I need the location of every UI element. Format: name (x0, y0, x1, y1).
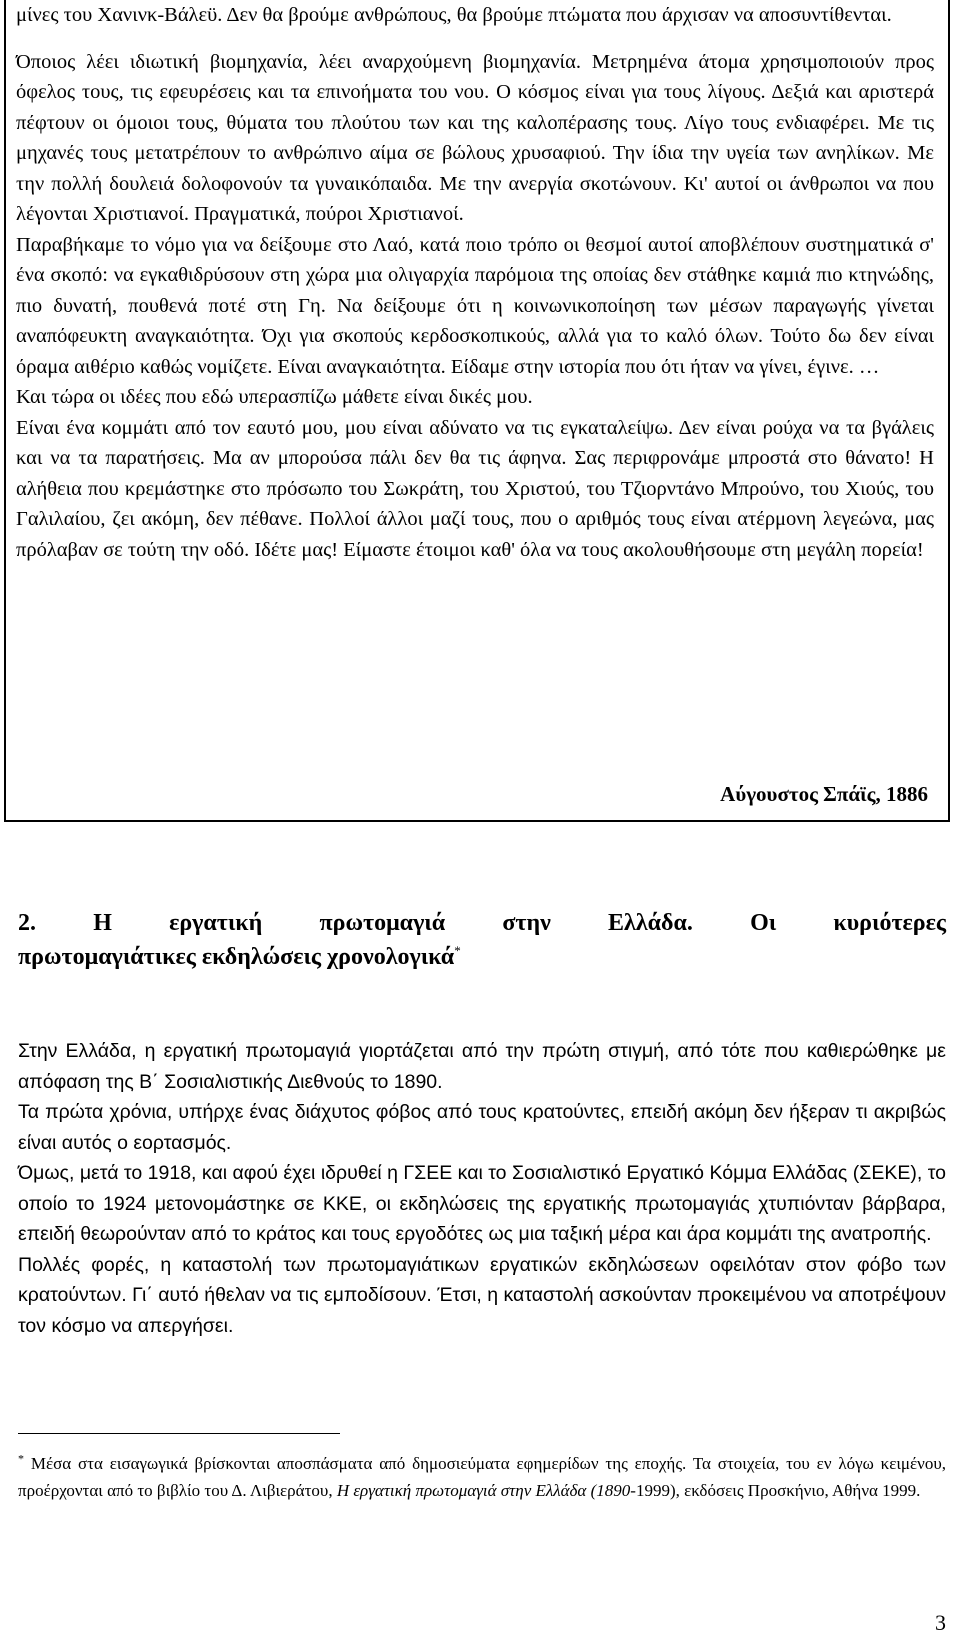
quote-paragraph: Και τώρα οι ιδέες που εδώ υπερασπίζω μάθετε είναι δικές μου. (16, 386, 533, 408)
footnote-book-title: Η εργατική πρωτομαγιά στην Ελλάδα (1890 (336, 1481, 631, 1500)
footnote-divider (18, 1433, 340, 1434)
section-body (18, 1036, 946, 1341)
quote-text (16, 0, 934, 565)
quote-paragraph: μίνες του Χανινκ-Βάλεϋ. Δεν θα βρούμε ανθρώπους, θα βρούμε πτώματα που άρχισαν να αποσυντίθενται. (16, 4, 892, 26)
section-heading-line: 2. Η εργατική πρωτομαγιά στην Ελλάδα. Οι κυριότερες (18, 910, 946, 936)
quote-paragraph: Όποιος λέει ιδιωτική βιομηχανία, λέει αναρχούμενη βιομηχανία. Μετρημένα άτομα χρησιμοποιούν προς όφελος τους, τις εφευρέσεις και τα επινοήματα του νου. Ο κόσμος είναι για τους λίγους. Δεξιά και αριστερά πέφτουν οι όμοιοι τους, θύματα του πλούτου των και της καλοπέρασης τους. Λίγο τους ενδιαφέρει. Με τις μηχανές τους μετατρέπουν το ανθρώπινο αίμα σε βώλους χρυσαφιού. Την ίδια την υγεία των ανηλίκων. Με την πολλή δουλειά δολοφονούν τα γυναικόπαιδα. Με την ανεργία σκοτώνουν. Κι' αυτοί οι άνθρωποι να που λέγονται Χριστιανοί. Πραγματικά, πούροι Χριστιανοί. (16, 50, 934, 225)
section-heading (18, 906, 946, 974)
body-paragraph: Όμως, μετά το 1918, και αφού έχει ιδρυθεί η ΓΣΕΕ και το Σοσιαλιστικό Εργατικό Κόμμα Ελλάδας (ΣΕΚΕ), το οποίο το 1924 μετονομάστηκε σε ΚΚΕ, οι εκδηλώσεις της εργατικής πρωτομαγιάς χτυπιόνταν βάρβαρα, επειδή θεωρούνταν από το κράτος και τους εργοδότες ως μια ταξική μέρα και άρα κομμάτι της ανατροπής. (18, 1162, 946, 1245)
footnote-reference: * (454, 943, 461, 958)
body-paragraph: Στην Ελλάδα, η εργατική πρωτομαγιά γιορτάζεται από την πρώτη στιγμή, από τότε που καθιερώθηκε με απόφαση της Β΄ Σοσιαλιστικής Διεθνούς το 1890. (18, 1040, 946, 1093)
page-number: 3 (935, 1610, 946, 1635)
body-paragraph: Πολλές φορές, η καταστολή των πρωτομαγιάτικων εργατικών εκδηλώσεων οφειλόταν στον φόβο των κρατούντων. Γι΄ αυτό ήθελαν να τις εμποδίσουν. Έτσι, η καταστολή ασκούνταν προκειμένου να αποτρέψουν τον κόσμο να απεργήσει. (18, 1253, 946, 1337)
footnote (18, 1450, 946, 1504)
section-heading-text: πρωτομαγιάτικες εκδηλώσεις χρονολογικά (18, 944, 455, 970)
quote-paragraph: Είναι ένα κομμάτι από τον εαυτό μου, μου είναι αδύνατο να τις εγκαταλείψω. Δεν είναι ρούχα να τα βγάλεις και να τα παρατήσεις. Μα αν μπορούσα πάλι δεν θα τις άφηνα. Σας περιφρονάμε μπροστά στο θάνατο! Η αλήθεια που κρεμάστηκε στο πρόσωπο του Σωκράτη, του Χριστού, του Τζιορντάνο Μπρούνο, του Χιούς, του Γαλιλαίου, ζει ακόμη, δεν πέθανε. Πολλοί άλλοι μαζί τους, που ο αριθμός τους είναι ατέρμονη λεγεώνα, μας πρόλαβαν σε τούτη την οδό. Ιδέτε μας! Είμαστε έτοιμοι καθ' όλα να τους ακολουθήσουμε στη μεγάλη πορεία! (16, 416, 934, 561)
body-paragraph: Τα πρώτα χρόνια, υπήρχε ένας διάχυτος φόβος από τους κρατούντες, επειδή ακόμη δεν ήξεραν τι ακριβώς είναι αυτός ο εορτασμός. (18, 1101, 946, 1154)
footnote-text-end: -1999), εκδόσεις Προσκήνιο, Αθήνα 1999. (630, 1481, 921, 1500)
footnote-mark: * (18, 1451, 24, 1466)
quote-signature: Αύγουστος Σπάϊς, 1886 (720, 782, 928, 806)
quote-box (4, 0, 950, 822)
section-heading-line (18, 940, 946, 974)
footnote-text: Μέσα στα εισαγωγικά βρίσκονται αποσπάσματα από δημοσιεύματα εφημερίδων της εποχής. Τα στοιχεία, του εν λόγω κειμένου, προέρχονται από το βιβλίο του Δ. Λιβιεράτου, (18, 1454, 947, 1500)
quote-paragraph: Παραβήκαμε το νόμο για να δείξουμε στο Λαό, κατά ποιο τρόπο οι θεσμοί αυτοί αποβλέπουν συστηματικά σ' ένα σκοπό: να εγκαθιδρύσουν στη χώρα μια ολιγαρχία παρόμοια της οποίας δεν στάθηκε καμιά πιο κτηνώδης, πιο δυνατή, πουθενά ποτέ στη Γη. Να δείξουμε ότι η κοινωνικοποίηση των μέσων παραγωγής γίνεται αναπόφευκτη αναγκαιότητα. Όχι για σκοπούς κερδοσκοπικούς, αλλά για το καλό όλων. Τούτο δω δεν είναι όραμα αιθέριο καθώς νομίζετε. Είναι αναγκαιότητα. Είδαμε στην ιστορία που ότι ήταν να γίνει, έγινε. … (16, 233, 934, 378)
